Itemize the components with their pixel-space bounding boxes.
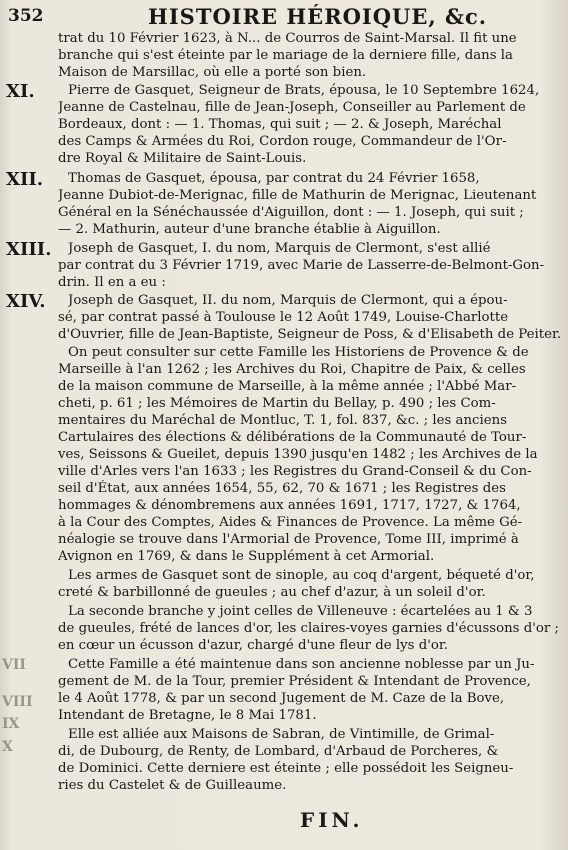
- bleed-through-number: IX: [2, 716, 20, 732]
- text-line: ves, Seissons & Gueilet, depuis 1390 jusqu'en 1482 ; les Archives de la: [58, 447, 538, 462]
- text-line: de gueules, frété de lances d'or, les claires-voyes garnies d'écussons d'or ;: [58, 621, 559, 636]
- finis-text: FIN.: [300, 812, 364, 829]
- text-line: Elle est alliée aux Maisons de Sabran, de Vintimille, de Grimal-: [68, 727, 495, 742]
- text-line: de Dominici. Cette derniere est éteinte ; elle possédoit les Seigneu-: [58, 761, 514, 776]
- text-line: — 2. Mathurin, auteur d'une branche établie à Aiguillon.: [58, 222, 441, 237]
- generation-number-xiii: XIII.: [6, 239, 52, 260]
- generation-number-xii: XII.: [6, 169, 44, 190]
- text-line: creté & barbillonné de gueules ; au chef d'azur, à un soleil d'or.: [58, 585, 486, 600]
- generation-number-xiv: XIV.: [6, 291, 46, 312]
- text-line: gement de M. de la Tour, premier Président & Intendant de Provence,: [58, 674, 531, 689]
- text-line: Bordeaux, dont : — 1. Thomas, qui suit ; — 2. & Joseph, Maréchal: [58, 117, 502, 132]
- text-line: d'Ouvrier, fille de Jean-Baptiste, Seigneur de Poss, & d'Elisabeth de Peiter.: [58, 327, 562, 342]
- bleed-through-number: VII: [2, 657, 26, 673]
- text-line: drin. Il en a eu :: [58, 275, 166, 290]
- text-line: Jeanne de Castelnau, fille de Jean-Joseph, Conseiller au Parlement de: [58, 100, 526, 115]
- text-line: Joseph de Gasquet, II. du nom, Marquis de Clermont, qui a épou-: [68, 293, 508, 308]
- text-line: trat du 10 Février 1623, à N... de Courros de Saint-Marsal. Il fit une: [58, 31, 517, 46]
- text-line: sé, par contrat passé à Toulouse le 12 Août 1749, Louise-Charlotte: [58, 310, 509, 325]
- text-line: mentaires du Maréchal de Montluc, T. 1, fol. 837, &c. ; les anciens: [58, 413, 507, 428]
- bleed-through-number: X: [2, 739, 13, 755]
- text-line: néalogie se trouve dans l'Armorial de Provence, Tome III, imprimé à: [58, 532, 519, 547]
- text-line: Intendant de Bretagne, le 8 Mai 1781.: [58, 708, 317, 723]
- text-line: Pierre de Gasquet, Seigneur de Brats, épousa, le 10 Septembre 1624,: [68, 83, 540, 98]
- text-line: de la maison commune de Marseille, à la même année ; l'Abbé Mar-: [58, 379, 517, 394]
- text-line: On peut consulter sur cette Famille les Historiens de Provence & de: [68, 345, 529, 360]
- text-line: Maison de Marsillac, où elle a porté son bien.: [58, 65, 367, 80]
- text-line: ries du Castelet & de Guilleaume.: [58, 778, 287, 793]
- text-line: cheti, p. 61 ; les Mémoires de Martin du Bellay, p. 490 ; les Com-: [58, 396, 496, 411]
- text-line: par contrat du 3 Février 1719, avec Marie de Lasserre-de-Belmont-Gon-: [58, 258, 545, 273]
- text-line: seil d'État, aux années 1654, 55, 62, 70 & 1671 ; les Registres des: [58, 481, 506, 496]
- text-line: Thomas de Gasquet, épousa, par contrat du 24 Février 1658,: [68, 171, 480, 186]
- text-line: Général en la Sénéchaussée d'Aiguillon, dont : — 1. Joseph, qui suit ;: [58, 205, 524, 220]
- page-number: 352: [8, 6, 44, 26]
- text-line: Cette Famille a été maintenue dans son ancienne noblesse par un Ju-: [68, 657, 535, 672]
- text-line: Marseille à l'an 1262 ; les Archives du Roi, Chapitre de Paix, & celles: [58, 362, 526, 377]
- text-line: Joseph de Gasquet, I. du nom, Marquis de Clermont, s'est allié: [68, 241, 491, 256]
- running-head: HISTOIRE HÉROIQUE, &c.: [148, 4, 488, 29]
- text-line: Les armes de Gasquet sont de sinople, au coq d'argent, béqueté d'or,: [68, 568, 535, 583]
- text-line: branche qui s'est éteinte par le mariage de la derniere fille, dans la: [58, 48, 513, 63]
- text-line: dre Royal & Militaire de Saint-Louis.: [58, 151, 307, 166]
- generation-number-xi: XI.: [6, 81, 35, 102]
- bleed-through-number: VIII: [2, 694, 33, 710]
- text-line: di, de Dubourg, de Renty, de Lombard, d'Arbaud de Porcheres, &: [58, 744, 499, 759]
- page-header: [8, 4, 560, 28]
- text-line: hommages & dénombremens aux années 1691, 1717, 1727, & 1764,: [58, 498, 521, 513]
- text-line: ville d'Arles vers l'an 1633 ; les Registres du Grand-Conseil & du Con-: [58, 464, 532, 479]
- text-line: La seconde branche y joint celles de Villeneuve : écartelées au 1 & 3: [68, 604, 533, 619]
- text-line: à la Cour des Comptes, Aides & Finances de Provence. La même Gé-: [58, 515, 523, 530]
- text-line: des Camps & Armées du Roi, Cordon rouge, Commandeur de l'Or-: [58, 134, 507, 149]
- text-line: Jeanne Dubiot-de-Merignac, fille de Mathurin de Merignac, Lieutenant: [58, 188, 537, 203]
- text-line: en cœur un écusson d'azur, chargé d'une fleur de lys d'or.: [58, 638, 448, 653]
- text-line: le 4 Août 1778, & par un second Jugement de M. Caze de la Bove,: [58, 691, 505, 706]
- text-line: Cartulaires des élections & délibérations de la Communauté de Tour-: [58, 430, 527, 445]
- text-line: Avignon en 1769, & dans le Supplément à cet Armorial.: [58, 549, 435, 564]
